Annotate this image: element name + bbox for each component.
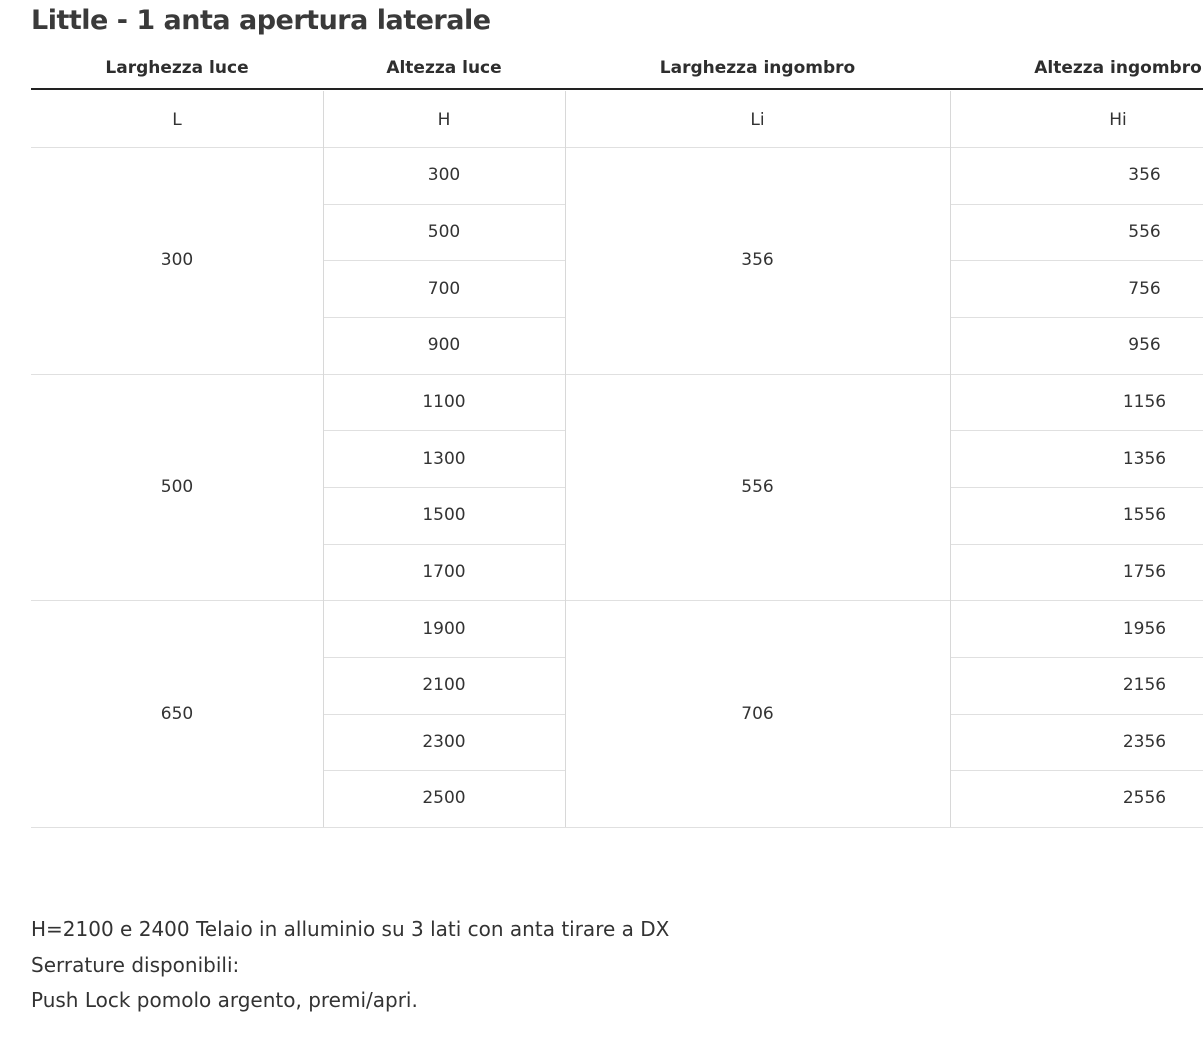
- row-divider: [323, 770, 565, 771]
- cell-H: 2300: [422, 731, 466, 752]
- symbol-L: L: [172, 110, 182, 130]
- cell-H: 700: [427, 278, 461, 299]
- row-divider: [323, 204, 565, 205]
- row-divider: [950, 487, 1203, 488]
- cell-H: 900: [427, 335, 461, 356]
- cell-Hi: 2356: [1122, 731, 1167, 752]
- group-divider: [31, 827, 1203, 828]
- notes: [31, 912, 669, 1019]
- cell-Hi: 2556: [1122, 788, 1167, 809]
- header-divider: [31, 88, 1203, 90]
- cell-H: 1700: [422, 561, 466, 582]
- row-divider: [323, 260, 565, 261]
- symbol-Hi: Hi: [1109, 110, 1127, 130]
- cell-H: 1900: [422, 618, 466, 639]
- row-divider: [323, 544, 565, 545]
- cell-Hi: 556: [1128, 221, 1161, 242]
- note-push-lock: Push Lock pomolo argento, premi/apri.: [31, 988, 418, 1012]
- row-divider: [950, 430, 1203, 431]
- row-divider: [950, 204, 1203, 205]
- cell-Hi: 1356: [1122, 448, 1167, 469]
- cell-H: 1100: [422, 391, 466, 412]
- column-header-altezza-ingombro: Altezza ingombro: [1034, 58, 1202, 78]
- cell-Li: 706: [741, 703, 774, 724]
- cell-L: 300: [160, 250, 194, 271]
- row-divider: [950, 317, 1203, 318]
- row-divider: [950, 714, 1203, 715]
- row-divider: [323, 430, 565, 431]
- column-header-larghezza-luce: Larghezza luce: [105, 58, 249, 78]
- cell-H: 2500: [422, 788, 466, 809]
- cell-H: 300: [427, 165, 461, 186]
- cell-H: 2100: [422, 675, 466, 696]
- cell-H: 500: [427, 221, 461, 242]
- note-telaio: H=2100 e 2400 Telaio in alluminio su 3 lati con anta tirare a DX: [31, 917, 670, 941]
- row-divider: [323, 657, 565, 658]
- cell-Hi: 956: [1128, 335, 1161, 356]
- symbol-Li: Li: [750, 110, 765, 130]
- cell-Li: 556: [741, 476, 774, 497]
- row-divider: [950, 657, 1203, 658]
- column-divider: [565, 91, 566, 827]
- cell-Hi: 2156: [1122, 675, 1167, 696]
- cell-H: 1300: [422, 448, 466, 469]
- column-header-altezza-luce: Altezza luce: [386, 58, 502, 78]
- cell-Hi: 1756: [1122, 561, 1167, 582]
- row-divider: [950, 770, 1203, 771]
- row-divider: [323, 317, 565, 318]
- symbol-H: H: [437, 110, 451, 130]
- page-title: Little - 1 anta apertura laterale: [31, 5, 491, 36]
- column-divider: [323, 91, 324, 827]
- cell-Hi: 1956: [1122, 618, 1167, 639]
- group-divider: [31, 374, 1203, 375]
- row-divider: [31, 147, 1203, 148]
- column-header-larghezza-ingombro: Larghezza ingombro: [659, 58, 856, 78]
- note-serrature: Serrature disponibili:: [31, 952, 240, 977]
- cell-Hi: 756: [1128, 278, 1161, 299]
- row-divider: [950, 544, 1203, 545]
- row-divider: [950, 260, 1203, 261]
- cell-H: 1500: [422, 505, 466, 526]
- cell-L: 500: [160, 476, 194, 497]
- row-divider: [323, 487, 565, 488]
- column-divider: [950, 91, 951, 827]
- cell-Li: 356: [741, 250, 774, 271]
- group-divider: [31, 600, 1203, 601]
- cell-Hi: 356: [1128, 165, 1161, 186]
- cell-Hi: 1556: [1122, 505, 1167, 526]
- row-divider: [323, 714, 565, 715]
- cell-Hi: 1156: [1122, 391, 1167, 412]
- cell-L: 650: [160, 703, 194, 724]
